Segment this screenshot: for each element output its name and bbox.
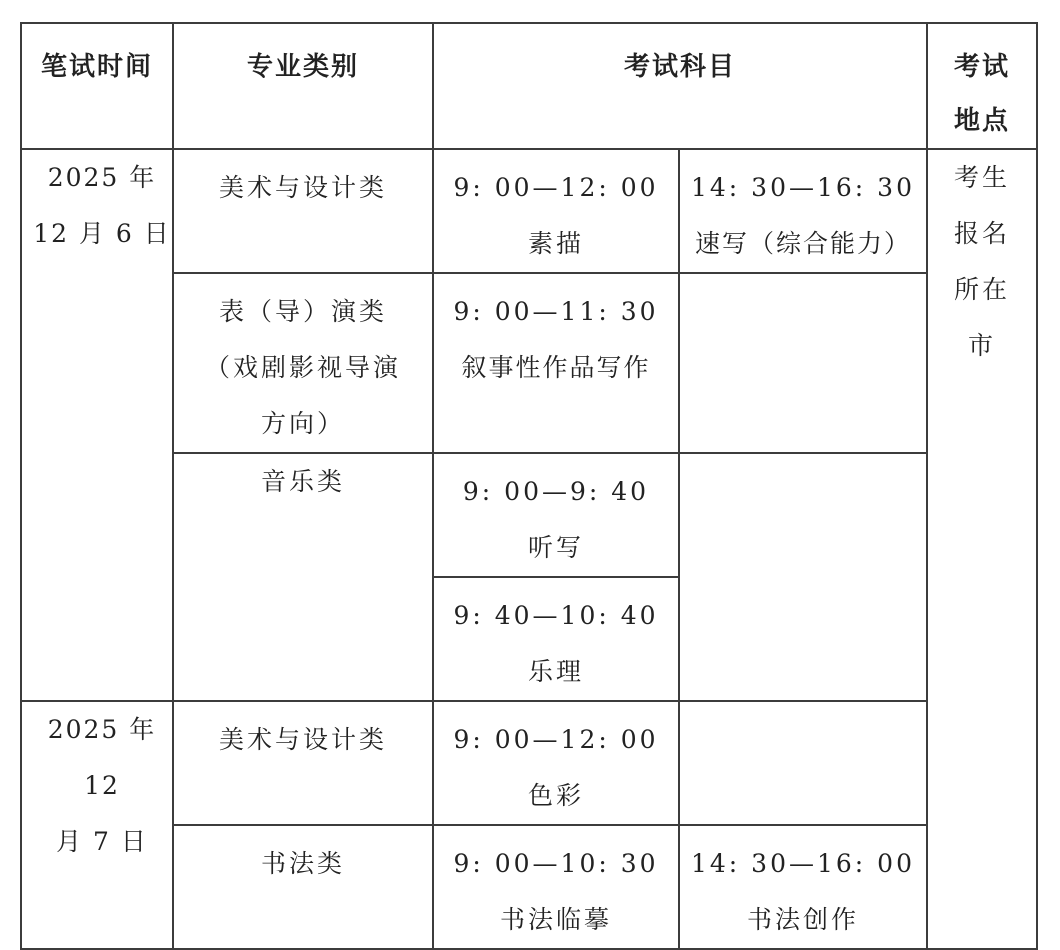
morning-narrative-writing: 9: 00—11: 30 叙事性作品写作 xyxy=(433,273,679,453)
header-exam-time: 笔试时间 xyxy=(21,23,173,149)
afternoon-empty-music xyxy=(679,453,927,701)
date-day1: 2025 年 12 月 6 日 xyxy=(21,149,173,701)
header-subjects: 考试科目 xyxy=(433,23,927,149)
afternoon-empty-directing xyxy=(679,273,927,453)
afternoon-empty-art2 xyxy=(679,701,927,825)
row-directing xyxy=(21,273,1037,453)
header-location: 考试 地点 xyxy=(927,23,1037,149)
morning-calligraphy-copy: 9: 00—10: 30 书法临摹 xyxy=(433,825,679,949)
category-calligraphy: 书法类 xyxy=(173,825,433,949)
afternoon-calligraphy-creation: 14: 30—16: 00 书法创作 xyxy=(679,825,927,949)
location-cell: 考生 报名 所在 市 xyxy=(927,149,1037,949)
category-art-design: 美术与设计类 xyxy=(173,149,433,273)
date-day2: 2025 年 12 月 7 日 xyxy=(21,701,173,949)
morning-sketch: 9: 00—12: 00 素描 xyxy=(433,149,679,273)
header-row xyxy=(21,23,1037,149)
category-music: 音乐类 xyxy=(173,453,433,701)
music-theory: 9: 40—10: 40 乐理 xyxy=(433,577,679,701)
afternoon-speed-sketch: 14: 30—16: 30 速写（综合能力） xyxy=(679,149,927,273)
category-art-design-day2: 美术与设计类 xyxy=(173,701,433,825)
category-directing: 表（导）演类 （戏剧影视导演 方向） xyxy=(173,273,433,453)
row-art-design-day2 xyxy=(21,701,1037,825)
music-dictation: 9: 00—9: 40 听写 xyxy=(433,453,679,577)
exam-schedule-table xyxy=(20,22,1038,950)
row-art-design-day1 xyxy=(21,149,1037,273)
row-music-slot1 xyxy=(21,453,1037,577)
morning-color: 9: 00—12: 00 色彩 xyxy=(433,701,679,825)
header-category: 专业类别 xyxy=(173,23,433,149)
row-calligraphy xyxy=(21,825,1037,949)
